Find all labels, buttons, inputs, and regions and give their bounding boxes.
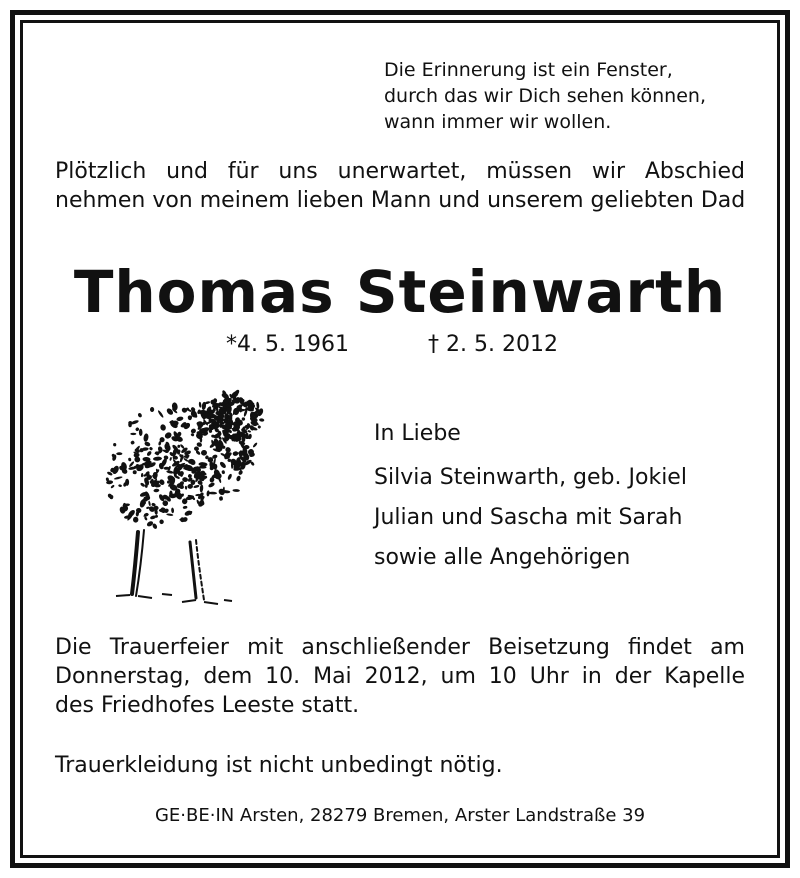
leaf-speck	[150, 407, 155, 412]
leaf-speck	[242, 417, 246, 421]
leaf-speck	[190, 433, 194, 437]
mourner-name: Silvia Steinwarth, geb. Jokiel	[374, 465, 687, 490]
leaf-speck	[130, 433, 136, 435]
deceased-name: Thomas Steinwarth	[73, 258, 727, 326]
leaf-speck	[193, 484, 200, 488]
leaf-speck	[232, 451, 238, 456]
leaf-speck	[110, 484, 115, 488]
leaf-speck	[257, 425, 261, 429]
leaf-speck	[194, 446, 200, 451]
tree-trunks	[132, 530, 204, 600]
leaf-speck	[148, 500, 151, 506]
closing-phrase: In Liebe	[374, 421, 461, 446]
leaf-speck	[164, 431, 173, 440]
memorial-quote	[384, 57, 706, 135]
tree-illustration	[92, 382, 272, 618]
leaf-speck	[166, 513, 173, 516]
leaf-speck	[144, 441, 151, 447]
leaf-speck	[135, 427, 140, 432]
leaf-speck	[199, 402, 202, 408]
leaf-speck	[176, 416, 184, 422]
leaf-speck	[190, 428, 197, 435]
leaf-speck	[208, 482, 216, 489]
leaf-speck	[130, 440, 135, 445]
leaf-speck	[128, 457, 132, 461]
ceremony-line: des Friedhofes Leeste statt.	[55, 693, 360, 718]
leaf-speck	[221, 470, 225, 474]
leaf-speck	[143, 433, 149, 442]
leaf-speck	[169, 457, 172, 461]
signature-block	[374, 420, 687, 584]
announcement-intro	[55, 157, 745, 215]
intro-line: Plötzlich und für uns unerwartet, müssen wir Abschied	[55, 159, 745, 184]
tree-ground	[116, 594, 232, 604]
tree-foliage	[106, 389, 265, 530]
quote-line: Die Erinnerung ist ein Fenster,	[384, 59, 673, 81]
leaf-speck	[166, 470, 174, 474]
leaf-speck	[141, 473, 144, 477]
death-date: † 2. 5. 2012	[428, 332, 558, 357]
leaf-speck	[232, 489, 239, 492]
leaf-speck	[144, 516, 148, 521]
leaf-speck	[177, 445, 180, 448]
mourner-name: sowie alle Angehörigen	[374, 545, 631, 570]
leaf-speck	[252, 442, 258, 448]
leaf-speck	[247, 430, 251, 433]
leaf-speck	[183, 506, 188, 510]
quote-line: wann immer wir wollen.	[384, 111, 612, 133]
dress-code-note: Trauerkleidung ist nicht unbedingt nötig.	[55, 753, 503, 778]
ceremony-line: Donnerstag, dem 10. Mai 2012, um 10 Uhr in der Kapelle	[55, 664, 745, 689]
leaf-speck	[159, 519, 164, 524]
mourner-name: Julian und Sascha mit Sarah	[374, 505, 683, 530]
leaf-speck	[185, 486, 188, 490]
ceremony-line: Die Trauerfeier mit anschließender Beisetzung findet am	[55, 635, 745, 660]
leaf-speck	[114, 476, 123, 480]
leaf-speck	[176, 449, 180, 453]
leaf-speck	[153, 456, 162, 461]
leaf-speck	[118, 484, 122, 487]
leaf-speck	[259, 418, 265, 422]
leaf-speck	[219, 461, 227, 469]
quote-line: durch das wir Dich sehen können,	[384, 85, 706, 107]
birth-date: *4. 5. 1961	[226, 332, 349, 357]
leaf-speck	[149, 447, 153, 451]
leaf-speck	[157, 410, 164, 419]
leaf-speck	[116, 452, 122, 455]
leaf-speck	[137, 412, 142, 418]
leaf-speck	[201, 450, 207, 456]
leaf-speck	[236, 475, 242, 482]
leaf-speck	[171, 507, 174, 513]
leaf-speck	[139, 429, 143, 436]
funeral-home-address: GE·BE·IN Arsten, 28279 Bremen, Arster Landstraße 39	[154, 805, 646, 826]
leaf-speck	[113, 443, 116, 446]
leaf-speck	[146, 450, 152, 456]
intro-line: nehmen von meinem lieben Mann und unserem geliebten Dad	[55, 188, 746, 213]
leaf-speck	[160, 424, 167, 432]
leaf-speck	[153, 489, 159, 493]
leaf-speck	[133, 517, 138, 523]
leaf-speck	[199, 484, 203, 492]
leaf-speck	[219, 496, 223, 501]
leaf-speck	[132, 470, 136, 474]
leaf-speck	[125, 479, 129, 486]
leaf-speck	[227, 473, 233, 480]
funeral-details	[55, 633, 745, 720]
leaf-speck	[145, 484, 148, 488]
